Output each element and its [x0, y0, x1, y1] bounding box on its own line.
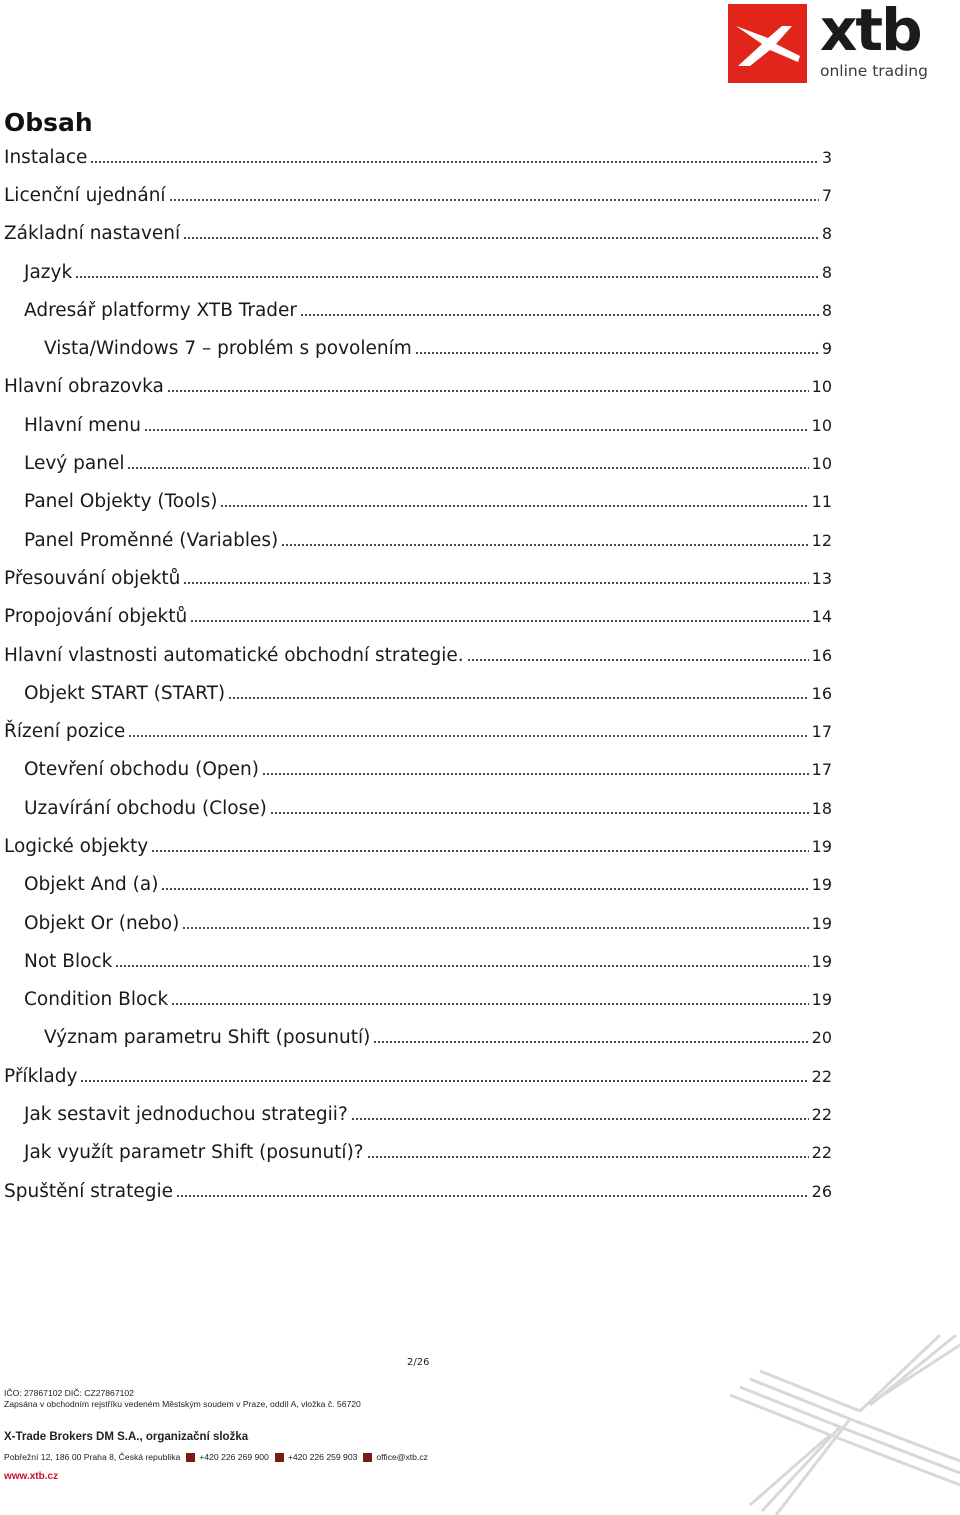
toc-entry[interactable] [0, 215, 832, 253]
toc-entry-page: 19 [811, 875, 832, 895]
toc-entry[interactable] [0, 291, 832, 329]
toc-entry[interactable] [0, 444, 832, 482]
toc-entry-page: 20 [811, 1028, 832, 1048]
toc-entry-label: Propojování objektů [4, 606, 188, 628]
toc-entry-label: Logické objekty [4, 835, 149, 857]
toc-entry[interactable] [0, 751, 832, 789]
toc-dot-leader [190, 620, 808, 622]
toc-dot-leader [151, 850, 808, 852]
toc-entry-label: Základní nastavení [4, 223, 181, 245]
toc-dot-leader [228, 697, 809, 699]
toc-entry-label: Objekt START (START) [24, 682, 226, 704]
toc-entry-page: 8 [821, 262, 832, 282]
toc-dot-leader [270, 812, 809, 814]
toc-entry-page: 19 [811, 951, 832, 971]
toc-list [0, 138, 832, 1210]
logo-wordmark: xtb [820, 0, 921, 64]
toc-entry-label: Jak využít parametr Shift (posunutí)? [24, 1142, 364, 1164]
toc-entry[interactable] [0, 368, 832, 406]
toc-entry[interactable] [0, 406, 832, 444]
toc-entry[interactable] [0, 712, 832, 750]
toc-entry-label: Otevření obchodu (Open) [24, 759, 259, 781]
toc-entry-label: Hlavní obrazovka [4, 376, 164, 398]
fax-icon [275, 1453, 284, 1462]
toc-entry[interactable] [0, 674, 832, 712]
footer-registry: Zapsána v obchodním rejstříku vedeném Městským soudem v Praze, oddíl A, vložka č. 56720 [4, 1399, 361, 1409]
toc-dot-leader [75, 276, 819, 278]
page-number: 2/26 [407, 1357, 430, 1368]
toc-entry[interactable] [0, 1095, 832, 1133]
logo-tagline: online trading [820, 62, 928, 80]
footer-phone: +420 226 269 900 [199, 1452, 269, 1462]
toc-dot-leader [467, 659, 809, 661]
toc-entry-label: Instalace [4, 146, 88, 168]
toc-entry-label: Licenční ujednání [4, 184, 166, 206]
toc-entry-label: Adresář platformy XTB Trader [24, 299, 298, 321]
toc-entry-page: 11 [811, 492, 832, 512]
toc-entry-page: 17 [811, 760, 832, 780]
toc-dot-leader [182, 927, 808, 929]
toc-dot-leader [176, 1195, 809, 1197]
toc-dot-leader [415, 352, 819, 354]
toc-entry-page: 19 [811, 913, 832, 933]
toc-dot-leader [171, 1003, 808, 1005]
toc-entry-label: Panel Objekty (Tools) [24, 491, 218, 513]
toc-entry-label: Panel Proměnné (Variables) [24, 529, 279, 551]
toc-entry-page: 8 [821, 300, 832, 320]
toc-entry-page: 10 [811, 377, 832, 397]
toc-entry-page: 26 [811, 1181, 832, 1201]
toc-dot-leader [183, 582, 808, 584]
toc-dot-leader [127, 467, 808, 469]
toc-entry-page: 19 [811, 836, 832, 856]
footer-company: X-Trade Brokers DM S.A., organizační složka [4, 1431, 249, 1443]
toc-dot-leader [115, 965, 808, 967]
toc-entry-page: 10 [811, 454, 832, 474]
toc-entry[interactable] [0, 329, 832, 367]
toc-entry-page: 3 [821, 147, 832, 167]
toc-entry[interactable] [0, 827, 832, 865]
phone-icon [186, 1453, 195, 1462]
toc-entry[interactable] [0, 1172, 832, 1210]
toc-entry[interactable] [0, 981, 832, 1019]
toc-entry[interactable] [0, 636, 832, 674]
toc-entry-label: Hlavní menu [24, 414, 141, 436]
toc-entry[interactable] [0, 904, 832, 942]
toc-entry-page: 17 [811, 722, 832, 742]
toc-entry[interactable] [0, 253, 832, 291]
toc-entry-page: 16 [811, 683, 832, 703]
toc-entry-page: 18 [811, 798, 832, 818]
toc-dot-leader [351, 1118, 809, 1120]
toc-entry-page: 7 [821, 185, 832, 205]
toc-entry-label: Vista/Windows 7 – problém s povolením [44, 338, 412, 360]
toc-entry-page: 8 [821, 224, 832, 244]
toc-dot-leader [167, 390, 809, 392]
footer-website[interactable]: www.xtb.cz [4, 1471, 59, 1482]
toc-entry[interactable] [0, 598, 832, 636]
toc-dot-leader [262, 773, 809, 775]
toc-entry[interactable] [0, 176, 832, 214]
toc-entry-label: Význam parametru Shift (posunutí) [44, 1027, 371, 1049]
toc-entry[interactable] [0, 1057, 832, 1095]
footer-email[interactable]: office@xtb.cz [376, 1452, 428, 1462]
toc-entry-label: Příklady [4, 1065, 78, 1087]
footer-contact [4, 1452, 428, 1462]
toc-dot-leader [90, 161, 818, 163]
toc-entry-page: 19 [811, 990, 832, 1010]
toc-dot-leader [161, 888, 808, 890]
toc-entry-page: 9 [821, 339, 832, 359]
toc-entry[interactable] [0, 559, 832, 597]
toc-dot-leader [80, 1080, 808, 1082]
toc-entry[interactable] [0, 483, 832, 521]
toc-entry-page: 10 [811, 415, 832, 435]
toc-entry-label: Uzavírání obchodu (Close) [24, 797, 267, 819]
toc-entry-label: Řízení pozice [4, 721, 126, 743]
toc-dot-leader [183, 237, 819, 239]
footer-ids: IČO: 27867102 DIČ: CZ27867102 [4, 1388, 134, 1398]
toc-entry-label: Objekt And (a) [24, 874, 159, 896]
email-icon [363, 1453, 372, 1462]
xtb-x-icon [728, 4, 807, 83]
footer-address: Pobřežní 12, 186 00 Praha 8, Česká republika [4, 1452, 181, 1462]
toc-dot-leader [144, 429, 809, 431]
toc-dot-leader [169, 199, 819, 201]
toc-entry[interactable] [0, 942, 832, 980]
toc-entry[interactable] [0, 1134, 832, 1172]
footer-fax: +420 226 259 903 [287, 1452, 358, 1462]
xtb-logo [728, 0, 938, 84]
toc-entry-label: Not Block [24, 950, 113, 972]
toc-dot-leader [373, 1041, 808, 1043]
toc-entry-page: 22 [811, 1066, 832, 1086]
toc-entry-label: Jazyk [24, 261, 73, 283]
toc-dot-leader [220, 505, 808, 507]
toc-entry[interactable] [0, 1019, 832, 1057]
toc-entry-label: Přesouvání objektů [4, 567, 181, 589]
toc-entry-label: Levý panel [24, 453, 125, 475]
toc-entry[interactable] [0, 521, 832, 559]
toc-entry-label: Hlavní vlastnosti automatické obchodní strategie. [4, 644, 464, 666]
toc-entry[interactable] [0, 789, 832, 827]
xtb-watermark-icon [720, 1335, 960, 1515]
toc-title: Obsah [4, 108, 93, 137]
toc-entry-page: 22 [811, 1143, 832, 1163]
toc-entry-page: 22 [811, 1105, 832, 1125]
toc-dot-leader [281, 544, 808, 546]
toc-entry-page: 14 [811, 607, 832, 627]
toc-entry-label: Condition Block [24, 989, 169, 1011]
toc-entry-page: 16 [811, 645, 832, 665]
toc-entry-label: Spuštění strategie [4, 1180, 173, 1202]
toc-entry-label: Objekt Or (nebo) [24, 912, 180, 934]
toc-dot-leader [367, 1156, 809, 1158]
toc-entry-page: 12 [811, 530, 832, 550]
toc-entry-label: Jak sestavit jednoduchou strategii? [24, 1104, 348, 1126]
toc-entry[interactable] [0, 138, 832, 176]
toc-dot-leader [128, 735, 808, 737]
toc-entry[interactable] [0, 866, 832, 904]
toc-entry-page: 13 [811, 568, 832, 588]
toc-dot-leader [300, 314, 819, 316]
